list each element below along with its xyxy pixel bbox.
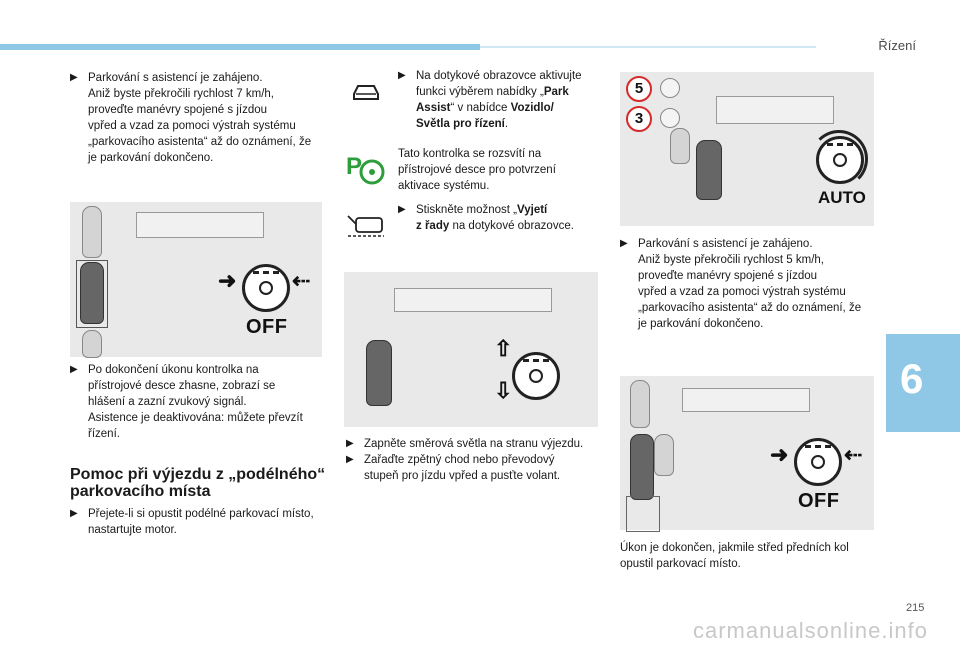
status-label: OFF bbox=[246, 316, 288, 338]
status-label: AUTO bbox=[818, 188, 866, 207]
illustration-parking-off bbox=[70, 202, 322, 357]
page-number: 215 bbox=[906, 602, 925, 614]
road-curb bbox=[716, 96, 834, 124]
arrow-left-icon: ⇠ bbox=[844, 442, 863, 467]
parking-bay bbox=[76, 260, 108, 328]
illustration-exit-off bbox=[620, 376, 874, 530]
arrow-left-icon: ⇠ bbox=[292, 268, 311, 293]
col1-paragraph-3: ▶ Přejete-li si opustit podélné parkovací místo, nastartujte motor. bbox=[70, 508, 314, 536]
col1-paragraph-1: ▶ Parkování s asistencí je zahájeno. Aniž byste překročili rychlost 7 km/h, proveďte manévry spojené s jízdou vpřed a vzad za pomoci výstrah systému „parkovacího asistenta“ až do oznámení, že je parkování dokončeno. bbox=[70, 72, 312, 164]
bullet-icon: ▶ bbox=[346, 454, 354, 465]
parked-car-icon bbox=[654, 434, 674, 476]
col2-paragraph-4: ▶ Zapněte směrová světla na stranu výjezdu. ▶ Zařaďte zpětný chod nebo převodový stupeň pro jízdu vpřed a pusťte volant. bbox=[346, 438, 584, 482]
mini-wheel-icon bbox=[660, 78, 680, 98]
parked-car-icon bbox=[82, 206, 102, 258]
arrow-right-icon: ➜ bbox=[218, 268, 237, 293]
car-touchscreen-icon bbox=[350, 82, 382, 107]
mini-wheel-icon bbox=[660, 108, 680, 128]
status-label: OFF bbox=[798, 490, 840, 512]
road-curb bbox=[136, 212, 264, 238]
chapter-number: 6 bbox=[900, 355, 924, 402]
step-number-badge: 3 bbox=[626, 106, 652, 132]
own-car-icon bbox=[696, 140, 722, 200]
arrow-down-icon: ⇩ bbox=[494, 378, 513, 403]
col2-paragraph-2: Tato kontrolka se rozsvítí na přístrojové desce pro potvrzení aktivace systému. bbox=[398, 148, 556, 192]
col1-paragraph-2: ▶ Po dokončení úkonu kontrolka na přístrojové desce zhasne, zobrazí se hlášení a zazní zvukový signál. Asistence je deaktivována: můžete převzít řízení. bbox=[70, 364, 303, 440]
illustration-exit-parking bbox=[344, 272, 598, 427]
road-curb bbox=[682, 388, 810, 412]
parking-bay bbox=[626, 496, 660, 532]
col3-paragraph-1: ▶ Parkování s asistencí je zahájeno. Aniž byste překročili rychlost 5 km/h, proveďte manévry spojené s jízdou vpřed a vzad za pomoci výstrah systému „parkovacího asistenta“ až do oznámení, že je parkování dokončeno. bbox=[620, 238, 862, 330]
bullet-icon: ▶ bbox=[70, 72, 78, 83]
watermark: carmanualsonline.info bbox=[692, 618, 928, 643]
bullet-icon: ▶ bbox=[70, 508, 78, 519]
col2-paragraph-3: ▶ Stiskněte možnost „Vyjetí z řady na dotykové obrazovce. bbox=[398, 204, 574, 232]
parked-car-icon bbox=[82, 330, 102, 358]
rotation-arrow-icon bbox=[810, 130, 868, 188]
bullet-icon: ▶ bbox=[620, 238, 628, 249]
parked-car-icon bbox=[630, 380, 650, 428]
bullet-icon: ▶ bbox=[346, 438, 354, 449]
section-title: Řízení bbox=[878, 38, 916, 53]
own-car-icon bbox=[366, 340, 392, 406]
bullet-icon: ▶ bbox=[398, 70, 406, 81]
bullet-icon: ▶ bbox=[398, 204, 406, 215]
steering-wheel-icon bbox=[242, 264, 290, 312]
exit-parking-icon bbox=[346, 212, 386, 245]
bullet-icon: ▶ bbox=[70, 364, 78, 375]
steering-wheel-icon bbox=[512, 352, 560, 400]
section-heading: Pomoc při výjezdu z „podélného“ parkovacího místa bbox=[70, 466, 326, 500]
own-car-icon bbox=[630, 434, 654, 500]
col2-paragraph-1: ▶ Na dotykové obrazovce aktivujte funkci výběrem nabídky „Park Assist“ v nabídce Vozidlo/ Světla pro řízení. bbox=[398, 70, 582, 130]
header-accent-bar bbox=[0, 44, 480, 50]
svg-text:P: P bbox=[346, 153, 363, 180]
col3-paragraph-2: Úkon je dokončen, jakmile střed předních kol opustil parkovací místo. bbox=[620, 542, 849, 570]
arrow-up-icon: ⇧ bbox=[494, 336, 513, 361]
road-curb bbox=[394, 288, 552, 312]
steering-wheel-icon bbox=[794, 438, 842, 486]
parked-car-icon bbox=[670, 128, 690, 164]
park-assist-warning-icon bbox=[346, 150, 386, 191]
header-accent-line bbox=[480, 46, 816, 48]
step-number-badge: 5 bbox=[626, 76, 652, 102]
arrow-right-icon: ➜ bbox=[770, 442, 789, 467]
illustration-parking-auto bbox=[620, 72, 874, 226]
